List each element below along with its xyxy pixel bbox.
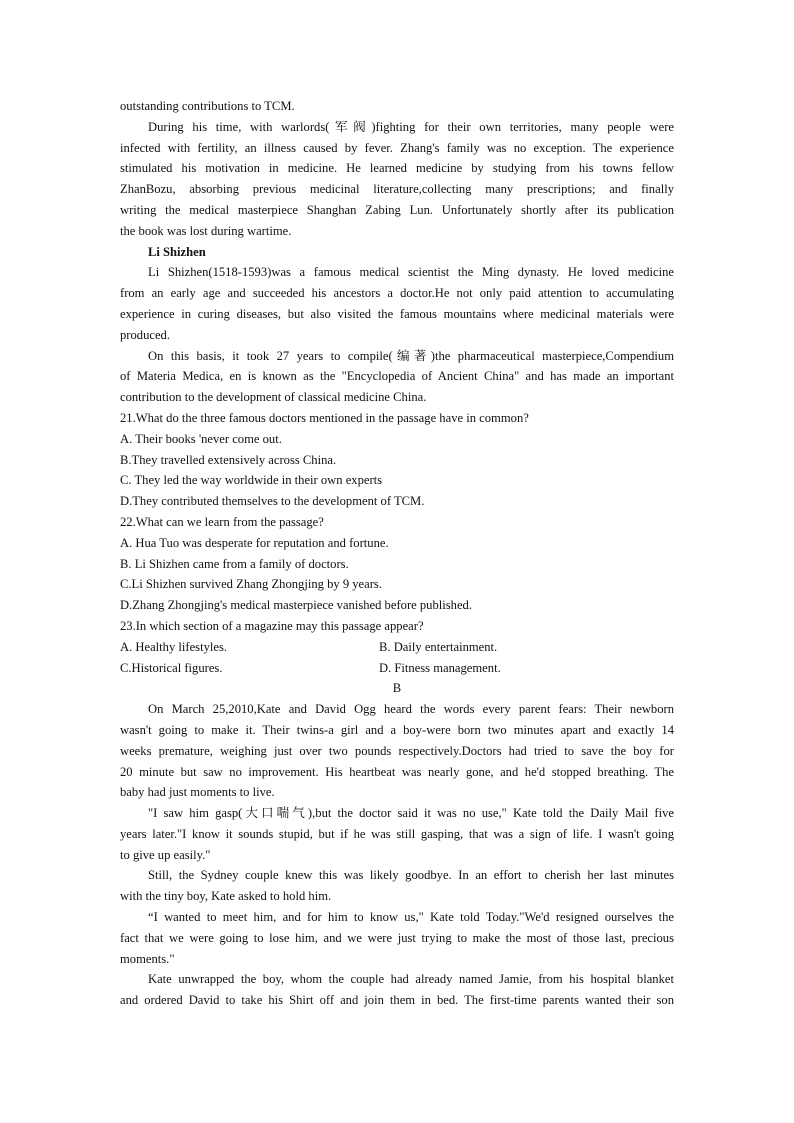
text-line: 20 minute but saw no improvement. His heartbeat was nearly gone, and he'd stopped breathing. The (120, 764, 674, 779)
option-line: C. They led the way worldwide in their own experts (120, 473, 383, 488)
text-line: stimulated his motivation in medicine. He learned medicine by studying from his towns fellow (120, 161, 674, 176)
text-line: contribution to the development of classical medicine China. (120, 390, 427, 405)
option-line: C.Li Shizhen survived Zhang Zhongjing by 9 years. (120, 577, 382, 592)
text-line: and ordered David to take his Shirt off and join them in bed. The first-time parents wanted their son (120, 993, 674, 1008)
option-line: A. Their books 'never come out. (120, 431, 282, 446)
option-line: B. Li Shizhen came from a family of doctors. (120, 556, 349, 571)
text-line: infected with fertility, an illness caused by fever. Zhang's family was no exception. The experience (120, 140, 674, 155)
text-line: outstanding contributions to TCM. (120, 99, 295, 113)
option-line: D.Zhang Zhongjing's medical masterpiece vanished before published. (120, 598, 472, 613)
option-line: D.They contributed themselves to the development of TCM. (120, 494, 425, 509)
text-line: of Materia Medica, en is known as the "Encyclopedia of Ancient China" and has made an important (120, 369, 674, 384)
text-line: "I saw him gasp(大口喘气),but the doctor said it was no use," Kate told the Daily Mail five (148, 806, 674, 821)
text-line: experience in curing diseases, but also visited the famous mountains where medicinal materials were (120, 306, 674, 321)
text-line: moments." (120, 951, 175, 966)
text-line: Li Shizhen(1518-1593)was a famous medical scientist the Ming dynasty. He loved medicine (148, 265, 674, 280)
text-line: On March 25,2010,Kate and David Ogg heard the words every parent fears: Their newborn (148, 702, 674, 717)
text-line: ZhanBozu, absorbing previous medicinal literature,collecting many prescriptions; and finally (120, 182, 674, 197)
text-line: Still, the Sydney couple knew this was likely goodbye. In an effort to cherish her last minutes (148, 868, 674, 883)
text-line: fact that we were going to lose him, and we were just trying to make the most of those last, precious (120, 930, 674, 945)
option-a: A. Healthy lifestyles. (120, 639, 228, 654)
text-line: the book was lost during wartime. (120, 223, 292, 238)
text-line: baby had just moments to live. (120, 785, 275, 800)
document-body (120, 96, 674, 1011)
text-line: with the tiny boy, Kate asked to hold him. (120, 889, 332, 904)
question-21: 21.What do the three famous doctors mentioned in the passage have in common? (120, 410, 529, 425)
text-line: produced. (120, 327, 171, 342)
section-heading: Li Shizhen (148, 244, 206, 259)
option-b: B. Daily entertainment. (379, 639, 498, 654)
text-line: years later."I know it sounds stupid, but if he was still gasping, that was a sign of life. I wasn't going (120, 826, 674, 841)
text-line: from an early age and succeeded his ancestors a doctor.He not only paid attention to accumulating (120, 286, 674, 301)
text-line: writing the medical masterpiece Shanghan Zabing Lun. Unfortunately shortly after its publication (120, 202, 674, 217)
question-22: 22.What can we learn from the passage? (120, 514, 324, 529)
section-label-b: B (392, 681, 402, 696)
text-line: weeks premature, weighing just over two pounds respectively.Doctors had tried to save the boy for (120, 743, 674, 758)
text-line: Kate unwrapped the boy, whom the couple had already named Jamie, from his hospital blanket (148, 972, 674, 987)
option-d: D. Fitness management. (379, 660, 501, 675)
text-line: to give up easily." (120, 847, 211, 862)
question-23: 23.In which section of a magazine may this passage appear? (120, 618, 424, 633)
option-row (120, 658, 674, 679)
option-c: C.Historical figures. (120, 660, 223, 675)
option-line: A. Hua Tuo was desperate for reputation and fortune. (120, 535, 389, 550)
text-line: During his time, with warlords(军阀)fighting for their own territories, many people were (148, 119, 674, 134)
option-row (120, 637, 674, 658)
option-line: B.They travelled extensively across China. (120, 452, 337, 467)
text-line: wasn't going to make it. Their twins-a girl and a boy-were born two minutes apart and exactly 14 (120, 722, 674, 737)
text-line: “I wanted to meet him, and for him to know us," Kate told Today."We'd resigned ourselves the (148, 910, 674, 925)
text-line: On this basis, it took 27 years to compile(编著)the pharmaceutical masterpiece,Compendium (148, 348, 674, 363)
